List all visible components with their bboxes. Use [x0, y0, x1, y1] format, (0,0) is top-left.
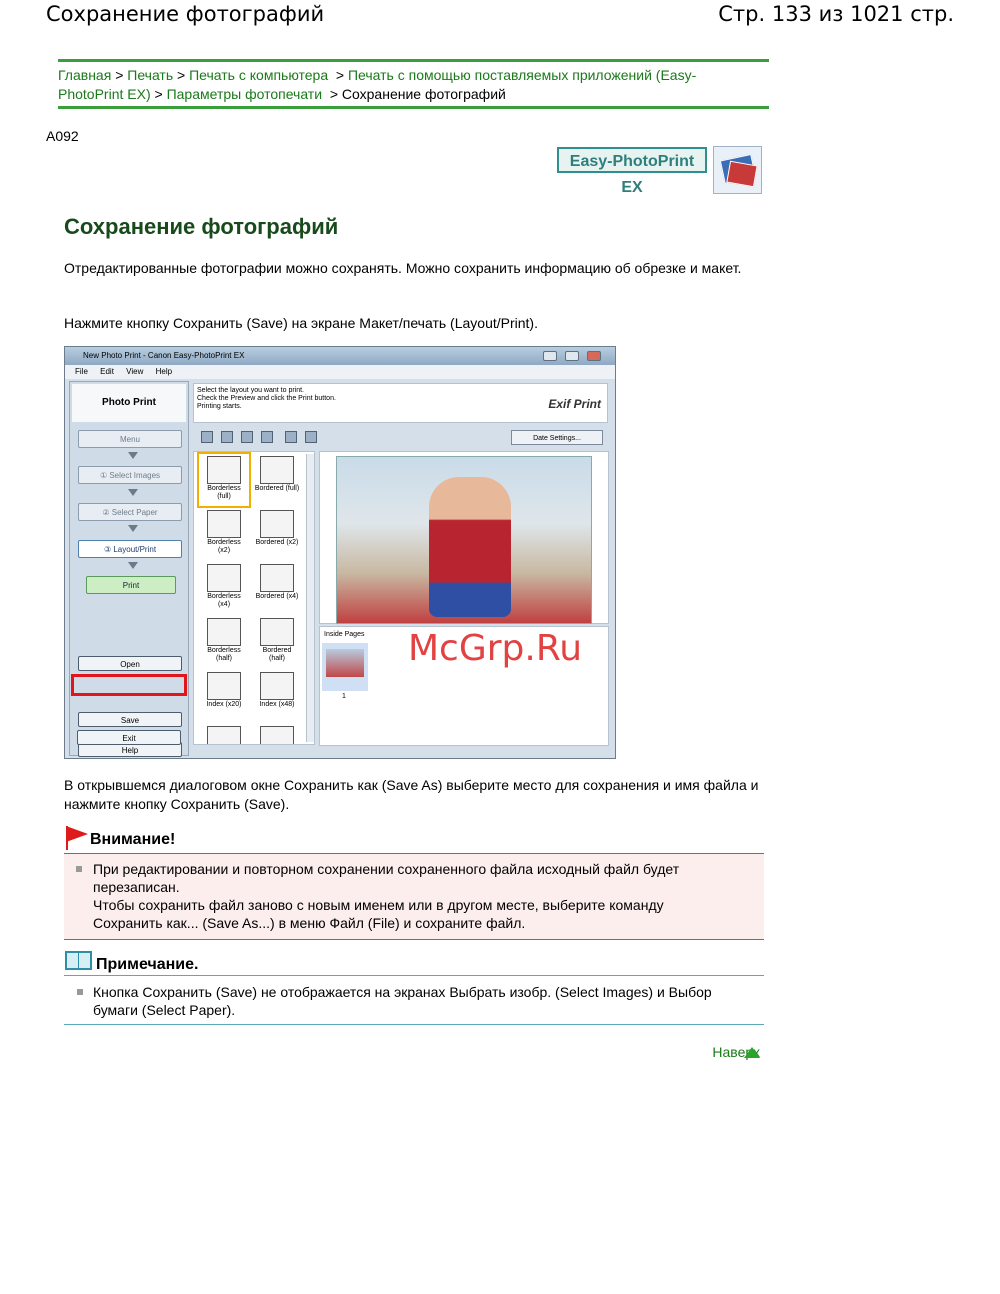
layout-label: (half) [216, 655, 232, 662]
flag-shape [66, 826, 88, 842]
note-title: Примечание. [96, 956, 199, 973]
layout-item [199, 670, 249, 722]
step-layout-print-button: ③ Layout/Print [78, 540, 182, 558]
note-divider-top [64, 975, 764, 976]
page-thumbnail [322, 643, 368, 691]
layout-thumb [260, 510, 294, 538]
app-screenshot [64, 346, 616, 759]
layout-item [252, 508, 302, 560]
layout-label: (full) [217, 493, 231, 500]
layout-item [252, 616, 302, 668]
layout-thumb [260, 726, 294, 745]
layout-thumb [207, 672, 241, 700]
page-number: 1 [342, 693, 346, 700]
window-titlebar [65, 347, 615, 365]
layout-label: Index (x48) [259, 701, 295, 708]
layout-thumb [207, 726, 241, 745]
warning-text-2: Чтобы сохранить файл заново с новым именем или в другом месте, выберите команду Сохранить как... (Save As...) в меню Файл (File) и сохраните файл. [93, 897, 664, 931]
layout-item [199, 616, 249, 668]
step-menu-button: Menu [78, 430, 182, 448]
preview-pane [319, 451, 609, 624]
correct-icon [261, 431, 273, 443]
layout-item [252, 670, 302, 722]
product-logo: Easy-PhotoPrint EX [557, 147, 707, 173]
product-photo-icon [713, 146, 762, 194]
maximize-icon [565, 351, 579, 361]
layout-thumb [207, 456, 241, 484]
layout-thumb [260, 618, 294, 646]
left-pane [69, 381, 189, 756]
layout-label: Borderless [207, 539, 241, 546]
layout-thumb [260, 672, 294, 700]
arrow-down-icon [128, 525, 138, 532]
layout-label: (half) [269, 655, 285, 662]
rotate-left-icon [201, 431, 213, 443]
menu-help: Help [155, 367, 173, 376]
print-button: Print [86, 576, 176, 594]
warning-text-1: При редактировании и повторном сохранении сохраненного файла исходный файл будет перезаписан. [93, 861, 680, 895]
arrow-down-icon [128, 562, 138, 569]
zoom-icon [305, 431, 317, 443]
layout-scrollbar [306, 454, 315, 742]
step-select-images-button: ① Select Images [78, 466, 182, 484]
warning-title: Внимание! [90, 831, 176, 848]
toolbar [193, 427, 608, 449]
instruction-line: Check the Preview and click the Print button. [197, 395, 336, 402]
close-icon [587, 351, 601, 361]
back-to-top-link[interactable]: Наверх [712, 1044, 760, 1060]
note-divider-bottom [64, 1024, 764, 1025]
warning-text [93, 860, 733, 932]
bullet-icon [77, 989, 83, 995]
step-select-paper-button: ② Select Paper [78, 503, 182, 521]
layout-item [252, 562, 302, 614]
photo-print-header: Photo Print [72, 384, 186, 422]
menu-edit: Edit [100, 367, 114, 376]
document-title: Сохранение фотографий [46, 2, 325, 26]
watermark: McGrp.Ru [408, 628, 583, 669]
book-icon [65, 951, 92, 970]
menu-bar [65, 365, 615, 379]
warning-box [64, 853, 764, 940]
preview-photo [336, 456, 592, 624]
enhance-icon [285, 431, 297, 443]
layout-thumb [260, 456, 294, 484]
note-text: Кнопка Сохранить (Save) не отображается на экранах Выбрать изобр. (Select Images) и Выбор бумаги (Select Paper). [93, 984, 712, 1018]
breadcrumb-link-print-from-computer[interactable]: Печать с компьютера [189, 67, 329, 83]
doc-code: A092 [46, 128, 79, 144]
arrow-down-icon [128, 489, 138, 496]
layout-label: Index (x20) [206, 701, 242, 708]
layout-thumb [207, 564, 241, 592]
breadcrumb-link-photo-print-settings[interactable]: Параметры фотопечати [166, 86, 323, 102]
menu-view: View [126, 367, 144, 376]
layout-item [199, 562, 249, 614]
layout-label: Bordered (x2) [255, 539, 299, 546]
bullet-icon [76, 866, 82, 872]
save-highlight-frame [71, 674, 187, 696]
crop-icon [241, 431, 253, 443]
intro-text: Отредактированные фотографии можно сохранять. Можно сохранить информацию об обрезке и макет. [64, 260, 742, 276]
layout-thumb [207, 618, 241, 646]
exit-button: Exit [77, 730, 181, 745]
page-counter: Стр. 133 из 1021 стр. [718, 2, 954, 26]
layout-label: (x4) [217, 601, 231, 608]
instruction-line: Select the layout you want to print. [197, 387, 305, 394]
layout-label: Borderless [207, 485, 241, 492]
menu-file: File [75, 367, 88, 376]
layout-label: Bordered (x4) [255, 593, 299, 600]
layout-list [193, 451, 315, 745]
exif-print-logo: Exif Print [548, 397, 601, 411]
page-title: Сохранение фотографий [64, 214, 339, 239]
layout-label: (x2) [217, 547, 231, 554]
breadcrumb-current: Сохранение фотографий [341, 86, 506, 102]
breadcrumb-link-print[interactable]: Печать [127, 67, 174, 83]
layout-item [252, 724, 302, 745]
breadcrumb-link-home[interactable]: Главная [58, 67, 112, 83]
divider-bottom [58, 106, 769, 109]
layout-label: Borderless [207, 593, 241, 600]
step1-text: Нажмите кнопку Сохранить (Save) на экране Макет/печать (Layout/Print). [64, 315, 538, 331]
layout-label: Bordered [262, 647, 292, 654]
open-button: Open [78, 656, 182, 671]
minimize-icon [543, 351, 557, 361]
window-title: New Photo Print - Canon Easy-PhotoPrint EX [83, 351, 245, 360]
layout-item [199, 724, 249, 745]
inside-pages-label: Inside Pages [324, 631, 365, 638]
layout-label: Bordered (full) [254, 485, 300, 492]
layout-thumb [207, 510, 241, 538]
breadcrumb: Главная > Печать > Печать с компьютера > Печать с помощью поставляемых приложений (Easy-PhotoPrint EX) > Параметры фотопечати > Сохранение фотографий [58, 67, 697, 102]
layout-label: Borderless [207, 647, 241, 654]
page-thumb-image [326, 649, 364, 677]
divider-top [58, 59, 769, 62]
arrow-down-icon [128, 452, 138, 459]
layout-item [252, 454, 302, 506]
help-button: Help [78, 742, 182, 757]
rotate-right-icon [221, 431, 233, 443]
layout-thumb [260, 564, 294, 592]
instruction-line: Printing starts. [197, 403, 242, 410]
layout-item [199, 508, 249, 560]
instruction-panel [193, 383, 608, 423]
photo-subject [429, 477, 511, 617]
layout-item [199, 454, 249, 506]
save-button: Save [78, 712, 182, 727]
date-settings-button: Date Settings... [511, 430, 603, 445]
step2-text: В открывшемся диалоговом окне Сохранить как (Save As) выберите место для сохранения и имя файла и нажмите кнопку Сохранить (Save). [64, 777, 759, 812]
arrow-up-icon[interactable] [744, 1047, 760, 1058]
breadcrumb-link-bundled-apps[interactable]: Печать с помощью поставляемых приложений (Easy-PhotoPrint EX) [58, 67, 697, 102]
